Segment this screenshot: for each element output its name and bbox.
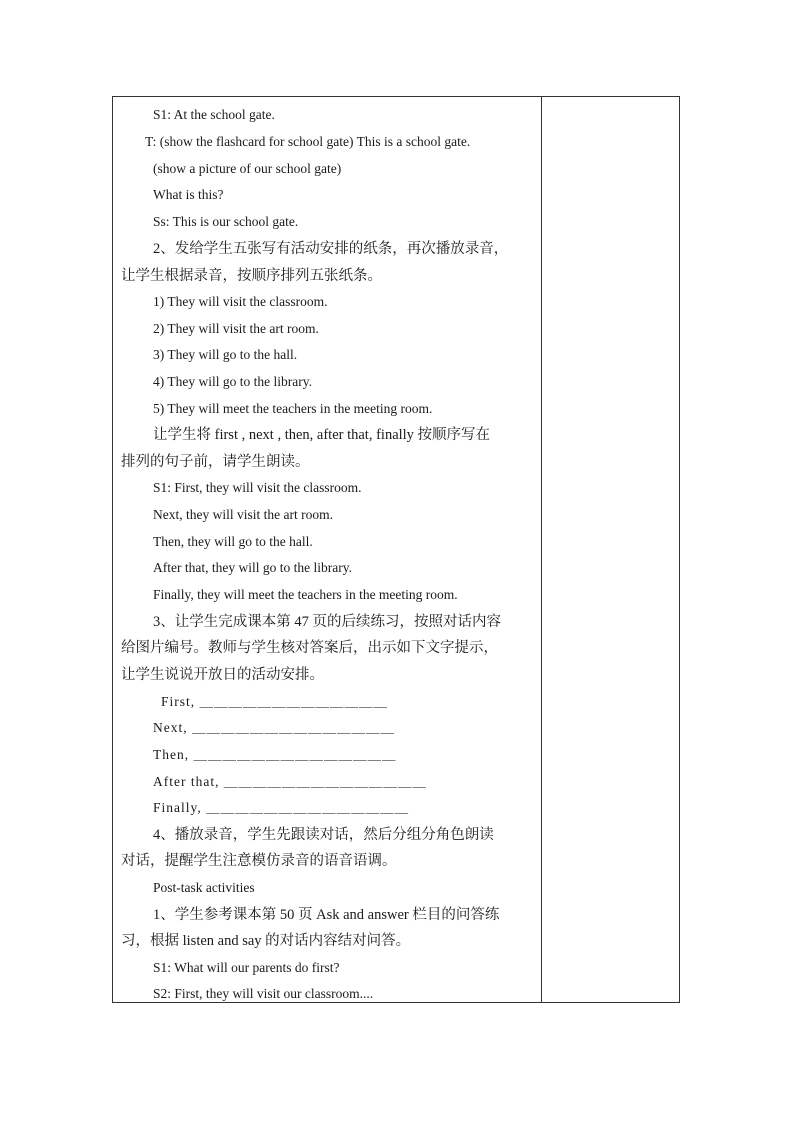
text-line: 让学生说说开放日的活动安排。 [121,667,324,683]
text-line: 排列的句子前，请学生朗读。 [121,454,310,470]
text-line: 对话，提醒学生注意模仿录音的语音语调。 [121,853,397,869]
text-line: 4、播放录音，学生先跟读对话，然后分组分角色朗读 [153,827,494,843]
text-line: 1、学生参考课本第 50 页 Ask and answer 栏目的问答练 [153,907,500,923]
text-line: Next, they will visit the art room. [153,507,333,522]
text-line: (show a picture of our school gate) [153,161,342,176]
text-line: S1: At the school gate. [153,107,275,122]
notes-cell [542,97,679,1002]
text-line: T: (show the flashcard for school gate) This is a school gate. [145,134,471,149]
text-line: S1: What will our parents do first? [153,960,340,975]
text-line: 5) They will meet the teachers in the meeting room. [153,401,433,416]
text-line: Then, they will go to the hall. [153,534,313,549]
text-line: S2: First, they will visit our classroom.... [153,986,374,1001]
text-line: After that, they will go to the library. [153,560,352,575]
fill-in-line: Finally, ＿＿＿＿＿＿＿＿＿＿＿＿＿＿ [153,800,410,815]
text-line: 4) They will go to the library. [153,374,312,389]
text-line: 1) They will visit the classroom. [153,294,328,309]
fill-in-line: After that, ＿＿＿＿＿＿＿＿＿＿＿＿＿＿ [153,774,427,789]
text-line: 3、让学生完成课本第 47 页的后续练习，按照对话内容 [153,614,501,630]
text-line: 习，根据 listen and say 的对话内容结对问答。 [121,933,411,949]
fill-in-line: Then, ＿＿＿＿＿＿＿＿＿＿＿＿＿＿ [153,747,397,762]
lesson-table [112,96,680,1003]
text-line: S1: First, they will visit the classroom. [153,480,362,495]
text-line: 给图片编号。教师与学生核对答案后，出示如下文字提示， [121,640,498,656]
text-line: What is this? [153,187,224,202]
section-heading: Post-task activities [153,880,255,895]
text-line: Finally, they will meet the teachers in the meeting room. [153,587,458,602]
fill-in-line: Next, ＿＿＿＿＿＿＿＿＿＿＿＿＿＿ [153,720,395,735]
fill-in-line: First, ＿＿＿＿＿＿＿＿＿＿＿＿＿ [161,694,389,709]
text-line: 让学生将 first , next , then, after that, finally 按顺序写在 [153,427,491,443]
text-line: 让学生根据录音，按顺序排列五张纸条。 [121,268,382,284]
text-line: 3) They will go to the hall. [153,347,298,362]
text-line: Ss: This is our school gate. [153,214,299,229]
text-line: 2) They will visit the art room. [153,321,319,336]
text-line: 2、发给学生五张写有活动安排的纸条，再次播放录音， [153,241,509,257]
